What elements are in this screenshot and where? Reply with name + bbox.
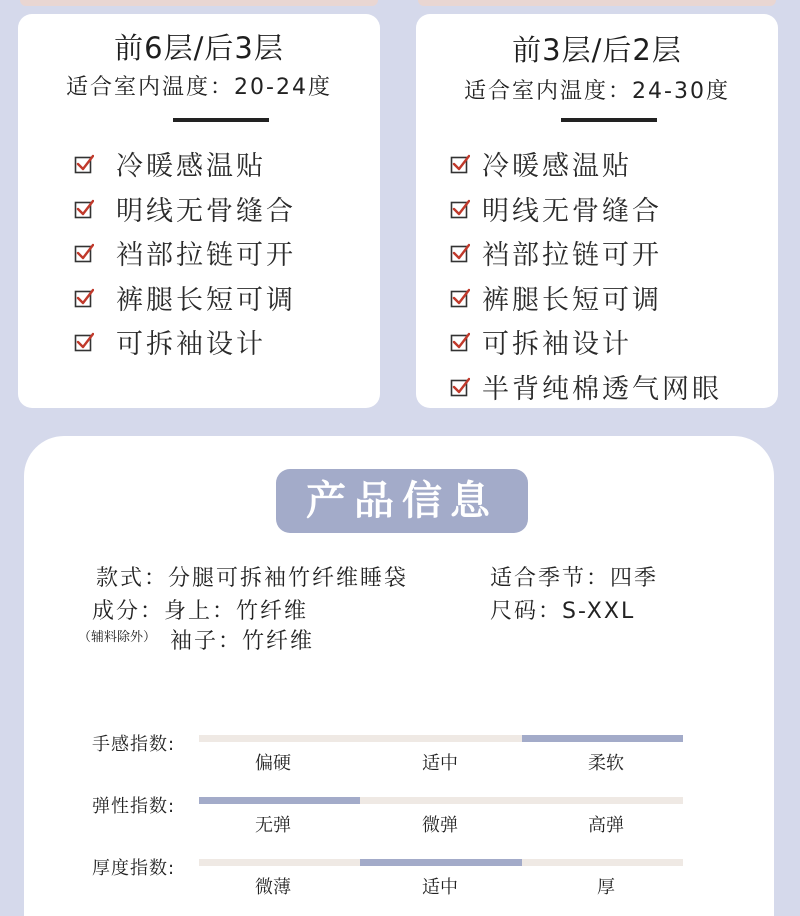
checkbox-checked-icon: [74, 154, 94, 174]
product-composition-note: （辅料除外）: [78, 630, 157, 645]
left-card-top-edge: [20, 0, 378, 6]
gauge-option: 适中: [422, 753, 458, 774]
right-card-top-edge: [418, 0, 776, 6]
checkbox-checked-icon: [74, 332, 94, 352]
product-composition: 成分：身上：竹纤维: [92, 599, 309, 624]
right-card-title: 前3层/后2层: [512, 33, 682, 67]
gauge-label: 弹性指数:: [92, 796, 176, 817]
product-style: 款式：分腿可拆袖竹纤维睡袋: [96, 566, 409, 591]
gauge-selected-segment: [199, 797, 360, 804]
checkbox-checked-icon: [450, 243, 470, 263]
feature-item: 冷暖感温贴: [116, 151, 266, 182]
checkbox-checked-icon: [450, 154, 470, 174]
checkbox-checked-icon: [450, 377, 470, 397]
product-season: 适合季节：四季: [490, 566, 659, 591]
gauge-option: 微弹: [422, 815, 458, 836]
gauge-selected-segment: [360, 859, 521, 866]
feature-item: 可拆袖设计: [116, 329, 266, 360]
left-card-title: 前6层/后3层: [114, 31, 284, 65]
left-card: [18, 14, 380, 408]
checkbox-checked-icon: [74, 288, 94, 308]
right-card-temperature: 适合室内温度：24-30度: [464, 79, 730, 104]
gauge-track: [199, 735, 683, 742]
product-size: 尺码：S-XXL: [490, 599, 636, 624]
feature-item: 可拆袖设计: [482, 329, 632, 360]
gauge-option: 偏硬: [255, 753, 291, 774]
right-card-divider: [561, 118, 657, 122]
product-sleeves: 袖子：竹纤维: [170, 629, 315, 654]
gauge-option: 适中: [422, 877, 458, 898]
product-info-title: 产品信息: [276, 469, 528, 533]
feature-item: 裆部拉链可开: [116, 240, 296, 271]
checkbox-checked-icon: [74, 243, 94, 263]
gauge-option: 厚: [597, 877, 615, 898]
checkbox-checked-icon: [450, 288, 470, 308]
feature-item: 裤腿长短可调: [116, 284, 296, 316]
feature-item: 冷暖感温贴: [482, 151, 632, 182]
right-card: [416, 14, 778, 408]
feature-item: 半背纯棉透气网眼: [482, 373, 722, 405]
feature-item: 明线无骨缝合: [116, 195, 296, 227]
gauge-option: 微薄: [255, 877, 291, 898]
checkbox-checked-icon: [74, 199, 94, 219]
left-card-temperature: 适合室内温度：20-24度: [66, 75, 332, 100]
gauge-track: [199, 797, 683, 804]
checkbox-checked-icon: [450, 332, 470, 352]
gauge-option: 无弹: [255, 815, 291, 836]
gauge-option: 柔软: [588, 753, 624, 774]
gauge-label: 手感指数:: [92, 734, 176, 755]
feature-item: 裤腿长短可调: [482, 284, 662, 316]
checkbox-checked-icon: [450, 199, 470, 219]
feature-item: 裆部拉链可开: [482, 240, 662, 271]
left-card-divider: [173, 118, 269, 122]
feature-item: 明线无骨缝合: [482, 195, 662, 227]
gauge-option: 高弹: [588, 815, 624, 836]
gauge-track: [199, 859, 683, 866]
gauge-selected-segment: [522, 735, 683, 742]
gauge-label: 厚度指数:: [92, 858, 176, 879]
